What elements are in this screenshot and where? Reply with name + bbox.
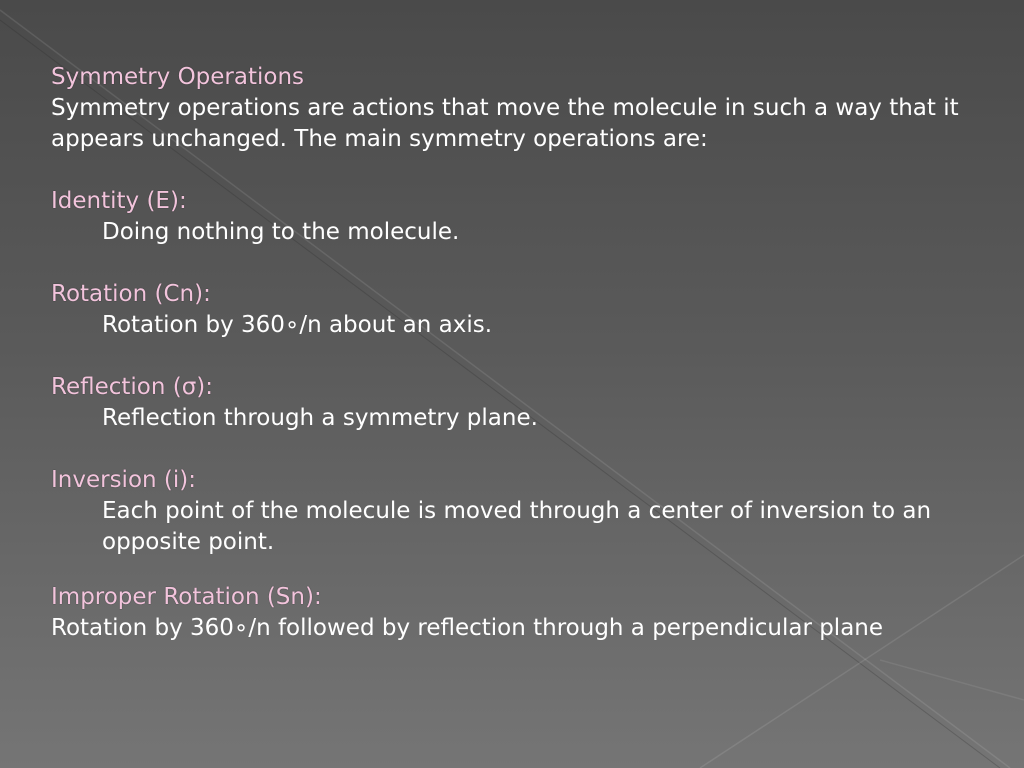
operation-heading-inversion: Inversion (i): xyxy=(51,467,196,493)
operation-description-rotation: Rotation by 360∘/n about an axis. xyxy=(102,312,493,338)
intro-text: Symmetry operations are actions that move the molecule in such a way that it appears unchanged. The main symmetry operations are: xyxy=(51,95,959,152)
operation-description-identity: Doing nothing to the molecule. xyxy=(102,219,460,245)
operation-description-inversion: Each point of the molecule is moved through a center of inversion to an opposite point. xyxy=(102,498,932,555)
operation-heading-reflection: Reflection (σ): xyxy=(51,374,214,400)
operation-description-improper-rotation: Rotation by 360∘/n followed by reflection through a perpendicular plane xyxy=(51,615,884,641)
slide-body xyxy=(51,62,1001,644)
operation-heading-rotation: Rotation (Cn): xyxy=(51,281,211,307)
operation-description-reflection: Reflection through a symmetry plane. xyxy=(102,405,538,431)
operation-heading-identity: Identity (E): xyxy=(51,188,187,214)
slide-title: Symmetry Operations xyxy=(51,64,305,90)
operation-heading-improper-rotation: Improper Rotation (Sn): xyxy=(51,584,322,610)
